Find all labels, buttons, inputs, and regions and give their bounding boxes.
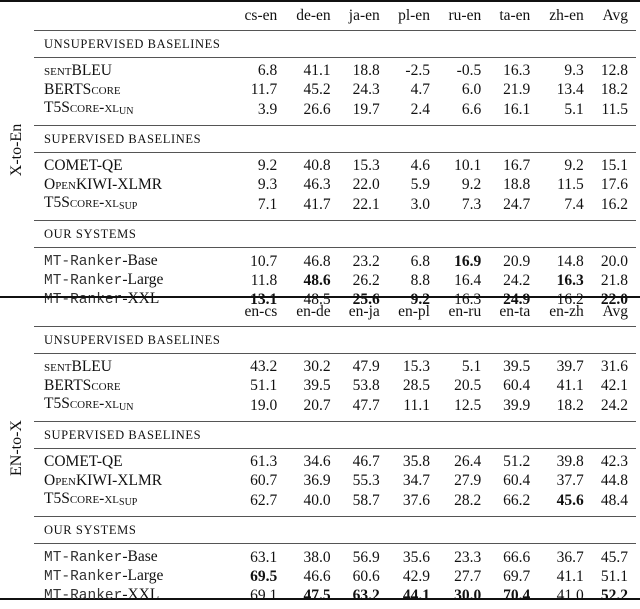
score-cell: 26.2 xyxy=(352,271,380,289)
score-cell: 11.8 xyxy=(250,271,278,289)
group-header-row xyxy=(34,517,636,544)
score-cell: 34.7 xyxy=(402,471,430,489)
score-cell: 41.1 xyxy=(303,62,331,80)
score-cell: 60.4 xyxy=(503,471,531,489)
table-row xyxy=(34,194,636,221)
score-cell: 10.1 xyxy=(454,157,482,175)
score-cell: 36.9 xyxy=(303,471,331,489)
model-name-mono: MT-Ranker xyxy=(44,254,123,270)
group-title: OUR SYSTEMS xyxy=(34,221,636,248)
score-cell: 34.6 xyxy=(303,453,331,471)
score-cell: 10.7 xyxy=(250,252,278,270)
metric-prefix: sent xyxy=(44,358,72,376)
score-cell: 58.7 xyxy=(352,492,380,509)
score-cell: 44.1 xyxy=(402,586,430,604)
score-cell: 69.7 xyxy=(503,567,531,585)
score-cell: 56.9 xyxy=(352,548,380,566)
score-cell: 20.5 xyxy=(454,376,482,394)
score-cell: 19.0 xyxy=(250,397,278,414)
group-header-row xyxy=(34,422,636,449)
metric-name: core-xl xyxy=(69,490,120,507)
score-cell: 69.1 xyxy=(250,586,278,604)
group-header-row xyxy=(34,31,636,58)
score-cell: 53.8 xyxy=(352,376,380,394)
column-header: en-de xyxy=(296,303,331,320)
metric-name: BLEU xyxy=(71,62,112,80)
score-cell: 7.1 xyxy=(257,196,278,213)
score-cell: 6.0 xyxy=(461,80,482,98)
score-cell: 37.7 xyxy=(556,471,584,489)
score-cell: 42.3 xyxy=(600,453,628,471)
score-cell: 63.2 xyxy=(352,586,380,604)
row-label xyxy=(34,354,234,377)
group-header-row xyxy=(34,327,636,354)
score-cell: 12.8 xyxy=(600,62,628,80)
score-cell: 52.2 xyxy=(600,586,628,604)
table-row xyxy=(34,99,636,126)
score-cell: 36.7 xyxy=(556,548,584,566)
table-row xyxy=(34,395,636,422)
score-cell: 16.3 xyxy=(556,271,584,289)
group-header-row xyxy=(34,221,636,248)
score-cell: 6.8 xyxy=(257,62,278,80)
score-cell: 25.6 xyxy=(352,290,380,308)
score-cell: 46.7 xyxy=(352,453,380,471)
score-cell: 46.3 xyxy=(303,175,331,193)
score-cell: 51.1 xyxy=(600,567,628,585)
score-cell: 15.3 xyxy=(402,358,430,376)
score-cell: 3.0 xyxy=(410,196,430,213)
score-cell: 9.2 xyxy=(564,157,584,175)
row-label xyxy=(34,490,234,517)
score-cell: 23.2 xyxy=(352,252,380,270)
metric-prefix: Open xyxy=(44,471,76,489)
score-cell: 35.8 xyxy=(402,453,430,471)
group-title: SUPERVISED BASELINES xyxy=(34,126,636,153)
table-row xyxy=(34,354,636,377)
score-cell: 21.8 xyxy=(600,271,628,289)
score-cell: 13.4 xyxy=(556,80,584,98)
score-cell: 5.1 xyxy=(461,358,482,376)
score-cell: 69.5 xyxy=(250,567,278,585)
score-cell: 7.3 xyxy=(461,196,482,213)
score-cell: 22.0 xyxy=(352,175,380,193)
score-cell: 24.9 xyxy=(503,290,531,308)
column-header: en-ru xyxy=(448,303,482,320)
score-cell: 22.1 xyxy=(352,196,380,213)
score-cell: 17.6 xyxy=(600,175,628,193)
metric-prefix: Open xyxy=(44,175,76,193)
row-label xyxy=(34,395,234,422)
metric-prefix: T5S xyxy=(44,99,70,116)
score-cell: 9.2 xyxy=(257,157,278,175)
direction-label-x-to-en: X-to-En xyxy=(8,123,25,177)
score-cell: 70.4 xyxy=(503,586,531,604)
model-name-mono: MT-Ranker xyxy=(44,550,123,566)
row-label xyxy=(34,472,234,491)
score-cell: 16.1 xyxy=(503,101,531,118)
metric-name: core-xl xyxy=(69,99,120,116)
column-header-row xyxy=(34,298,636,327)
score-cell: 8.8 xyxy=(410,271,430,289)
column-header: de-en xyxy=(296,7,331,24)
row-label xyxy=(34,377,234,396)
row-label xyxy=(34,153,234,176)
en-to-x-block xyxy=(0,296,640,604)
metric-prefix: BERTS xyxy=(44,80,92,98)
score-cell: 11.5 xyxy=(601,101,628,118)
score-cell: 55.3 xyxy=(352,471,380,489)
metric-prefix: T5S xyxy=(44,490,70,507)
score-cell: 39.8 xyxy=(556,453,584,471)
metric-name: KIWI-XLMR xyxy=(75,175,163,193)
score-cell: 30.2 xyxy=(303,358,331,376)
score-cell: 61.3 xyxy=(250,453,278,471)
column-header: pl-en xyxy=(398,7,430,24)
score-cell: 6.8 xyxy=(410,252,430,270)
metric-prefix: T5S xyxy=(44,194,70,211)
score-cell: 24.3 xyxy=(352,80,380,98)
score-cell: 15.3 xyxy=(352,157,380,175)
table-row xyxy=(34,449,636,472)
score-cell: 62.7 xyxy=(250,492,278,509)
score-cell: 21.9 xyxy=(503,80,531,98)
score-cell: 41.1 xyxy=(556,567,584,585)
score-cell: 18.8 xyxy=(352,62,380,80)
score-cell: 60.7 xyxy=(250,471,278,489)
score-cell: 47.9 xyxy=(352,358,380,376)
score-cell: 11.7 xyxy=(250,80,278,98)
score-cell: 48.4 xyxy=(600,492,628,509)
score-cell: 48.5 xyxy=(303,290,331,308)
score-cell: 41.1 xyxy=(556,376,584,394)
score-cell: 39.7 xyxy=(556,358,584,376)
score-cell: 28.2 xyxy=(454,492,482,509)
score-cell: 51.2 xyxy=(503,453,531,471)
group-title: SUPERVISED BASELINES xyxy=(34,422,636,449)
score-cell: 15.1 xyxy=(600,157,628,175)
model-size: -Large xyxy=(122,567,164,584)
score-cell: 9.2 xyxy=(410,290,430,308)
score-cell: 12.5 xyxy=(454,397,482,414)
score-cell: 11.1 xyxy=(403,397,430,414)
score-cell: 46.6 xyxy=(303,567,331,585)
metric-name: core-xl xyxy=(69,194,120,211)
metric-subscript: SUP xyxy=(119,497,138,508)
group-title: OUR SYSTEMS xyxy=(34,517,636,544)
score-cell: 47.7 xyxy=(352,397,380,414)
column-header: en-ta xyxy=(499,303,531,320)
model-name-mono: MT-Ranker xyxy=(44,292,123,308)
score-cell: 40.8 xyxy=(303,157,331,175)
score-cell: 47.5 xyxy=(303,586,331,604)
score-cell: 11.5 xyxy=(557,175,584,193)
table-row xyxy=(34,58,636,81)
table-row xyxy=(34,472,636,491)
row-label xyxy=(34,58,234,81)
score-cell: 3.9 xyxy=(257,101,278,118)
metric-name: KIWI-XLMR xyxy=(75,471,163,489)
metric-subscript: UN xyxy=(119,402,134,413)
score-cell: 45.7 xyxy=(600,548,628,566)
header-empty xyxy=(34,298,234,327)
score-cell: 14.8 xyxy=(556,252,584,270)
table-row xyxy=(34,248,636,272)
score-cell: 27.7 xyxy=(454,567,482,585)
score-cell: 66.6 xyxy=(503,548,531,566)
score-cell: 16.7 xyxy=(503,157,531,175)
column-header: ru-en xyxy=(448,7,482,24)
metric-subscript: SUP xyxy=(119,201,138,212)
model-size: -Base xyxy=(122,548,158,565)
en-to-x-table xyxy=(34,298,636,609)
score-cell: 46.8 xyxy=(303,252,331,270)
score-cell: 24.2 xyxy=(503,271,531,289)
table-row xyxy=(34,377,636,396)
score-cell: 39.5 xyxy=(503,358,531,376)
score-cell: 16.4 xyxy=(454,271,482,289)
score-cell: 9.2 xyxy=(461,175,482,193)
row-label xyxy=(34,194,234,221)
score-cell: 22.0 xyxy=(600,290,628,308)
row-label xyxy=(34,176,234,195)
score-cell: 38.0 xyxy=(303,548,331,566)
score-cell: 20.9 xyxy=(503,252,531,270)
score-cell: 63.1 xyxy=(250,548,278,566)
model-name-mono: MT-Ranker xyxy=(44,588,123,604)
score-cell: 30.0 xyxy=(454,586,482,604)
row-label xyxy=(34,544,234,568)
score-cell: 40.0 xyxy=(303,492,331,509)
column-header-row xyxy=(34,2,636,31)
score-cell: 66.2 xyxy=(503,492,531,509)
table-row xyxy=(34,81,636,100)
metric-name: COMET-QE xyxy=(44,157,123,175)
score-cell: 5.9 xyxy=(410,175,430,193)
score-cell: 31.6 xyxy=(600,358,628,376)
row-label xyxy=(34,248,234,272)
column-header: en-ja xyxy=(348,303,380,320)
column-header: en-cs xyxy=(244,303,278,320)
metric-name: core xyxy=(91,376,121,394)
score-cell: 60.6 xyxy=(352,567,380,585)
row-label xyxy=(34,567,234,586)
score-cell: 28.5 xyxy=(402,376,430,394)
score-cell: 20.7 xyxy=(303,397,331,414)
column-header: en-pl xyxy=(398,303,430,320)
score-cell: 5.1 xyxy=(564,101,584,118)
score-cell: -0.5 xyxy=(456,62,482,80)
column-header: zh-en xyxy=(549,7,584,24)
column-header: Avg xyxy=(602,7,628,24)
score-cell: 26.6 xyxy=(303,101,331,118)
score-cell: 42.9 xyxy=(402,567,430,585)
header-empty xyxy=(34,2,234,31)
score-cell: 27.9 xyxy=(454,471,482,489)
score-cell: 45.2 xyxy=(303,80,331,98)
score-cell: 16.3 xyxy=(503,62,531,80)
group-title: UNSUPERVISED BASELINES xyxy=(34,327,636,354)
metric-prefix: sent xyxy=(44,62,72,80)
group-title: UNSUPERVISED BASELINES xyxy=(34,31,636,58)
score-cell: 37.6 xyxy=(402,492,430,509)
row-label xyxy=(34,81,234,100)
model-size: -XXL xyxy=(122,290,160,307)
score-cell: 13.1 xyxy=(250,290,278,308)
metric-name: core xyxy=(91,80,121,98)
metric-prefix: T5S xyxy=(44,395,70,412)
score-cell: 20.0 xyxy=(600,252,628,270)
score-cell: -2.5 xyxy=(405,62,430,80)
model-name-mono: MT-Ranker xyxy=(44,273,123,289)
metric-name: BLEU xyxy=(71,358,112,376)
metric-subscript: UN xyxy=(119,106,134,117)
column-header: ja-en xyxy=(348,7,380,24)
model-name-mono: MT-Ranker xyxy=(44,569,123,585)
direction-label-en-to-x: EN-to-X xyxy=(8,420,26,476)
score-cell: 45.6 xyxy=(556,492,584,509)
score-cell: 18.2 xyxy=(600,80,628,98)
row-label xyxy=(34,449,234,472)
column-header: ta-en xyxy=(499,7,531,24)
score-cell: 7.4 xyxy=(564,196,584,213)
score-cell: 24.2 xyxy=(600,397,628,414)
score-cell: 16.2 xyxy=(600,196,628,213)
score-cell: 18.2 xyxy=(556,397,584,414)
score-cell: 9.3 xyxy=(564,62,584,80)
metric-name: COMET-QE xyxy=(44,453,123,471)
score-cell: 42.1 xyxy=(600,376,628,394)
score-cell: 24.7 xyxy=(503,196,531,213)
model-size: -Base xyxy=(122,252,158,269)
score-cell: 39.5 xyxy=(303,376,331,394)
group-header-row xyxy=(34,126,636,153)
score-cell: 18.8 xyxy=(503,175,531,193)
table-row xyxy=(34,544,636,568)
score-cell: 41.0 xyxy=(556,586,584,604)
score-cell: 16.2 xyxy=(556,290,584,308)
score-cell: 4.7 xyxy=(410,80,430,98)
score-cell: 9.3 xyxy=(257,175,278,193)
score-cell: 16.3 xyxy=(454,290,482,308)
column-header: en-zh xyxy=(549,303,584,320)
table-row xyxy=(34,567,636,586)
metric-name: core-xl xyxy=(69,395,120,412)
row-label xyxy=(34,271,234,290)
x-to-en-table xyxy=(34,2,636,313)
model-size: -XXL xyxy=(122,586,160,603)
score-cell: 16.9 xyxy=(454,252,482,270)
score-cell: 39.9 xyxy=(503,397,531,414)
score-cell: 4.6 xyxy=(410,157,430,175)
score-cell: 2.4 xyxy=(410,101,430,118)
metric-prefix: BERTS xyxy=(44,376,92,394)
score-cell: 48.6 xyxy=(303,271,331,289)
row-label xyxy=(34,99,234,126)
column-header: cs-en xyxy=(244,7,278,24)
model-size: -Large xyxy=(122,271,164,288)
score-cell: 35.6 xyxy=(402,548,430,566)
column-header: Avg xyxy=(602,303,628,320)
score-cell: 19.7 xyxy=(352,101,380,118)
score-cell: 6.6 xyxy=(461,101,482,118)
score-cell: 60.4 xyxy=(503,376,531,394)
table-row xyxy=(34,490,636,517)
score-cell: 41.7 xyxy=(303,196,331,213)
score-cell: 23.3 xyxy=(454,548,482,566)
table-row xyxy=(34,176,636,195)
table-row xyxy=(34,271,636,290)
score-cell: 43.2 xyxy=(250,358,278,376)
table-row xyxy=(34,153,636,176)
score-cell: 44.8 xyxy=(600,471,628,489)
score-cell: 26.4 xyxy=(454,453,482,471)
score-cell: 51.1 xyxy=(250,376,278,394)
